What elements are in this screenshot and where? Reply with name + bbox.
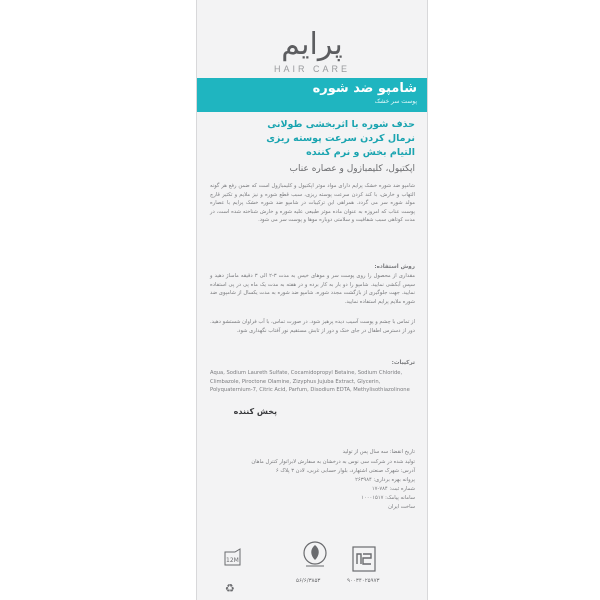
claim-item: التیام بخش و نرم کننده (306, 147, 415, 158)
claim-item: نرمال کردن سرعت پوسته ریزی (266, 133, 415, 144)
period-after-opening-icon (222, 546, 244, 568)
composition-heading: ترکیبات: (391, 360, 415, 366)
warning-text: از تماس با چشم و پوست آسیب دیده پرهیز شود. در صورت تماس، با آب فراوان شستشو دهید. دور از دسترس اطفال در جای خنک و دور از تابش مستقیم نور آفتاب نگهداری شود. (210, 319, 415, 334)
description-text: شامپو ضد شوره خشک پرایم دارای مواد موثر اپکتیول و کلیمبازول است که ضمن رفع هر گونه التهاب و خارش، با کند کردن سرعت پوسته ریزی، سبب قطع شوره و نیز ملایم و تکثیر قارچ مولد شوره سر می گردد. همراهی این ترکیبات در شامپو ضد شوره خشک پرایم با عصاره پوست عناب که امروزه به عنوان ماده موثر طبیعی علیه شوره و خارش شناخته شده است، در مدت کوتاهی سبب شفافیت و سلامتی دوباره موها و پوست سر می شود. (210, 183, 415, 224)
logo-subtitle: HAIR CARE (273, 64, 350, 74)
product-title-band (197, 78, 427, 112)
license-info: پروانه بهره برداری: ۲۶۳۹۸۴ (355, 477, 415, 483)
standard-mark-icon (352, 546, 376, 572)
product-subtitle: پوست سر خشک (374, 98, 417, 105)
period-label: 12M (226, 557, 239, 564)
benefit-claims (215, 118, 415, 160)
brand-logo (247, 27, 377, 74)
made-in: ساخت ایران (388, 504, 415, 510)
manufacturer-info: تولید شده در شرکت سی نوس به درخشان به سفارش لابراتوار کنترل ماهان (251, 459, 415, 465)
expiry-info: تاریخ انقضا: سه سال پس از تولید (342, 449, 415, 455)
claim-item: حذف شوره با اثربخشی طولانی (267, 119, 415, 130)
composition-text: Aqua, Sodium Laureth Sulfate, Cocamidopropyl Betaine, Sodium Chloride, Climbazole, Piroctone Olamine, Zizyphus Jujuba Extract, Glycerin, Polyquaternium-7, Citric Acid, Parfum, Disodium EDTA, Methylisothiazolinone (210, 370, 410, 394)
usage-heading: روش استفاده: (374, 264, 415, 270)
barcode-number: ۹۰۰۳۴۰۲۵۹۷۳ (347, 578, 380, 584)
health-license-number: ۵۶/۶/۳۸۵۳ (296, 578, 321, 584)
shampoo-box (196, 0, 428, 600)
usage-text: مقداری از محصول را روی پوست سر و موهای خیس به مدت ۳-۲ الی ۳ دقیقه ماساژ دهید و سپس آبکشی نمایید. شامپو را دو بار به کار برده و در هفته به مدت یک ماه پی در پی استفاده نمایید. جهت جلوگیری از بازگشت مجدد شوره، شامپو ضد شوره به مدت یکسال از شامپوی ضد شوره ملایم پرایم استفاده نمایید. (210, 273, 415, 305)
recycle-icon: ♻ (225, 582, 235, 595)
address-info: آدرس: شهرک صنعتی اشتهارد، بلوار حسابی غربی، لادن ۳ پلاک ۶ (275, 468, 415, 474)
distributor-signature: پخش کننده (233, 407, 277, 416)
product-title: شامپو ضد شوره (312, 81, 417, 96)
registration-info: شماره ثبت: ۷۸۴-۱۷ (371, 486, 415, 492)
ingredients-headline: اپکتیول، کلیمبازول و عصاره عناب (289, 164, 415, 174)
health-ministry-seal-icon (302, 540, 328, 570)
sms-hotline: سامانه پیامک: ۱۰۰۰۱۵۱۷ (361, 495, 415, 501)
logo-mark: پرایم (281, 27, 343, 62)
